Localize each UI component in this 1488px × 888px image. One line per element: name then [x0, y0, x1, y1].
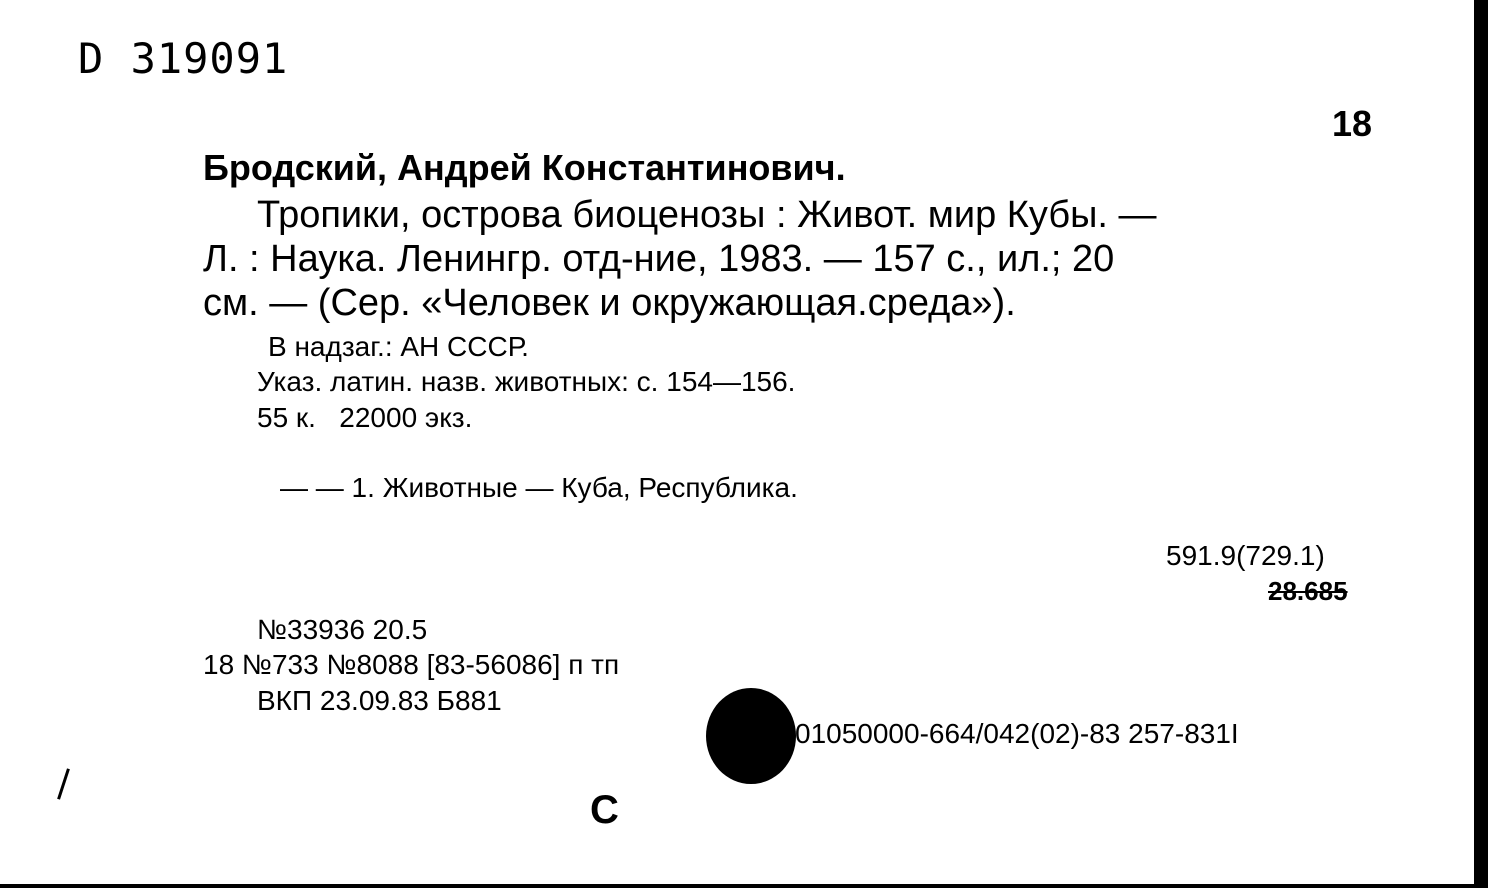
- tech-line: 18 №733 №8088 [83-56086] п тп: [203, 649, 620, 680]
- note-line: В надзаг.: АН СССР.: [268, 331, 529, 362]
- tech-line: №33936 20.5: [257, 614, 428, 645]
- description-line: Л. : Наука. Ленингр. отд-ние, 1983. — 157 с., ил.; 20: [203, 238, 1115, 280]
- pen-stroke-mark: [57, 768, 70, 799]
- note-line: Указ. латин. назв. животных: с. 154—156.: [257, 366, 796, 397]
- note-line: 55 к. 22000 экз.: [257, 402, 473, 433]
- description-line: см. — (Сер. «Человек и окружающая.среда»).: [203, 282, 1016, 324]
- subject-heading: — — 1. Животные — Куба, Республика.: [280, 472, 798, 503]
- isbn-line: 01050000-664/042(02)-83 257-831I: [795, 718, 1239, 749]
- classification-code-struck: 28.685: [1268, 576, 1348, 606]
- author-heading: Бродский, Андрей Константинович.: [203, 147, 846, 188]
- call-number: D 319091: [78, 34, 289, 83]
- classification-code: 591.9(729.1): [1166, 540, 1325, 571]
- page-number: 18: [1332, 103, 1373, 144]
- bottom-mark: С: [590, 788, 619, 832]
- punch-hole: [706, 688, 796, 784]
- description-line: Тропики, острова биоценозы : Живот. мир Кубы. —: [257, 194, 1157, 236]
- tech-line: ВКП 23.09.83 Б881: [257, 685, 502, 716]
